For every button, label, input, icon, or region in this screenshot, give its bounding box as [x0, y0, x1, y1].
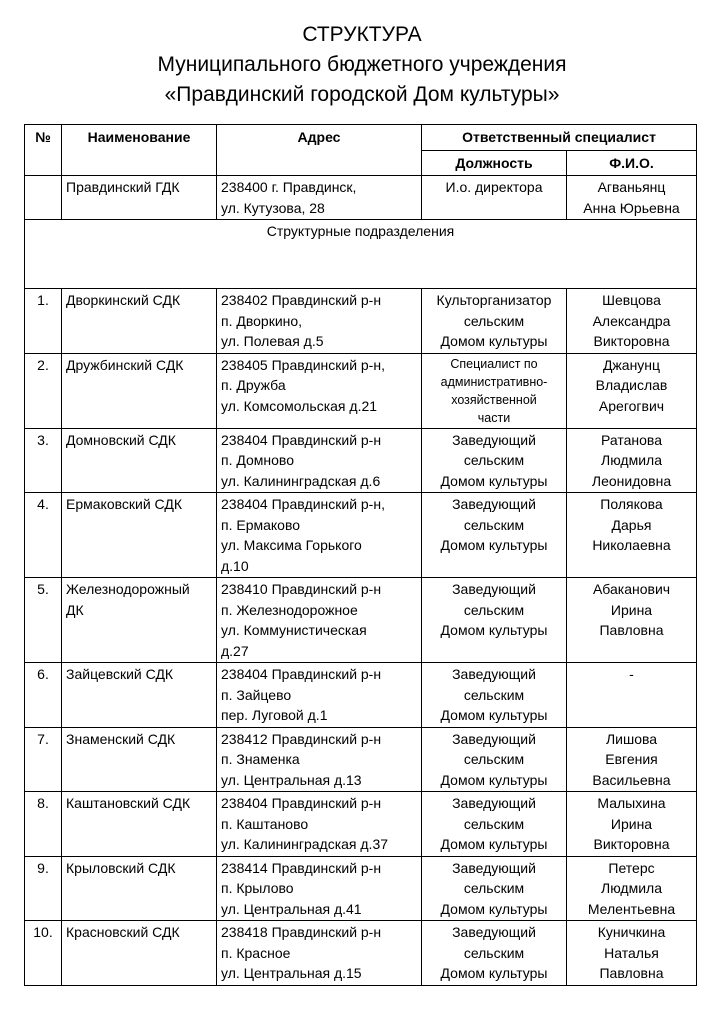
- row-address: [217, 578, 422, 663]
- row-fio: [567, 493, 697, 578]
- row-address-line: 238404 Правдинский р-н: [221, 666, 382, 682]
- row-address-line: п. Крылово: [221, 880, 294, 896]
- row-num: 4.: [25, 493, 62, 578]
- row-address: [217, 727, 422, 792]
- row-position-line: Заведующий: [452, 795, 536, 811]
- row-address-line: ул. Центральная д.15: [221, 965, 362, 981]
- row-fio-line: Николаевна: [592, 537, 671, 553]
- row-name: [62, 289, 217, 354]
- row-fio: [567, 727, 697, 792]
- row-position-line: Домом культуры: [440, 836, 548, 852]
- row-name: [62, 353, 217, 428]
- row-position-line: Заведующий: [452, 496, 536, 512]
- row-address-line: ул. Максима Горького: [221, 537, 362, 553]
- row-position-line: сельским: [463, 312, 525, 329]
- row-address-line: п. Железнодорожное: [221, 601, 358, 618]
- row-position-line: сельским: [463, 815, 525, 832]
- row-name-line: Крыловский СДК: [66, 859, 176, 876]
- row-position-line: Заведующий: [452, 666, 536, 682]
- row-position: [422, 856, 567, 921]
- row-fio-line: Дарья: [611, 516, 652, 533]
- header-fio: Ф.И.О.: [567, 150, 697, 176]
- row-num: 1.: [25, 289, 62, 354]
- row-name-line: Зайцевский СДК: [66, 666, 174, 682]
- row-name-line: Домновский СДК: [66, 431, 176, 448]
- table-row: [25, 493, 697, 578]
- row-address: [217, 792, 422, 857]
- row-num: 2.: [25, 353, 62, 428]
- row-address: [217, 289, 422, 354]
- row-address-line: п. Ермаково: [221, 516, 301, 533]
- row-position-line: сельским: [463, 452, 525, 468]
- row-fio: [567, 578, 697, 663]
- main-position-line: И.о. директора: [445, 179, 543, 195]
- row-position-line: административно-: [440, 374, 548, 389]
- row-fio-line: Джанунц: [602, 356, 661, 373]
- row-position-line: Заведующий: [452, 581, 536, 597]
- section-title: Структурные подразделения: [25, 220, 697, 289]
- row-fio: [567, 921, 697, 986]
- row-address-line: ул. Полевая д.5: [221, 333, 324, 349]
- row-position-line: сельским: [463, 516, 525, 533]
- row-name-line: Каштановский СДК: [66, 795, 191, 811]
- row-position-line: сельским: [463, 686, 525, 703]
- row-name: [62, 921, 217, 986]
- row-address-line: д.27: [221, 642, 249, 659]
- row-address-line: 238412 Правдинский р-н: [221, 730, 382, 747]
- table-row: [25, 428, 697, 493]
- header-responsible: Ответственный специалист: [422, 125, 697, 151]
- row-fio-line: -: [629, 666, 634, 682]
- main-name: Правдинский ГДК: [62, 176, 217, 220]
- row-num: 9.: [25, 856, 62, 921]
- main-address-line: 238400 г. Правдинск,: [221, 179, 357, 195]
- header-position: Должность: [422, 150, 567, 176]
- row-name: [62, 727, 217, 792]
- row-position-line: Домом культуры: [440, 472, 548, 489]
- row-position: [422, 792, 567, 857]
- row-address-line: ул. Коммунистическая: [221, 622, 367, 638]
- row-address-line: 238418 Правдинский р-н: [221, 924, 382, 940]
- section-row: [25, 220, 697, 289]
- row-fio-line: Шевцова: [602, 292, 661, 308]
- table-row: [25, 289, 697, 354]
- row-position-line: Заведующий: [452, 431, 536, 448]
- row-position-line: Домом культуры: [440, 965, 548, 981]
- title-line-1: СТРУКТУРА: [302, 23, 422, 46]
- row-name: [62, 493, 217, 578]
- row-fio-line: Куничкина: [597, 924, 666, 940]
- row-fio-line: Ирина: [610, 815, 653, 832]
- row-address-line: ул. Калининградская д.6: [221, 472, 381, 489]
- row-address-line: 238402 Правдинский р-н: [221, 292, 382, 308]
- row-fio-line: Евгения: [605, 751, 658, 767]
- row-position-line: хозяйственной: [451, 392, 537, 407]
- row-address-line: д.10: [221, 557, 249, 574]
- table-row: [25, 353, 697, 428]
- row-position: [422, 493, 567, 578]
- row-position-line: части: [477, 410, 511, 425]
- row-address: [217, 428, 422, 493]
- row-position-line: Домом культуры: [440, 537, 548, 553]
- row-address-line: 238404 Правдинский р-н: [221, 431, 382, 448]
- row-fio: [567, 856, 697, 921]
- row-position-line: Заведующий: [452, 730, 536, 747]
- main-address-line: ул. Кутузова, 28: [221, 199, 325, 216]
- row-fio: [567, 792, 697, 857]
- row-address-line: п. Дворкино,: [221, 312, 303, 329]
- table-row: [25, 792, 697, 857]
- row-address-line: 238410 Правдинский р-н: [221, 581, 382, 597]
- header-num: №: [25, 125, 62, 176]
- row-position-line: Домом культуры: [440, 622, 548, 638]
- row-name: [62, 428, 217, 493]
- main-num: [25, 176, 62, 220]
- document-title: [0, 20, 724, 110]
- row-fio-line: Васильевна: [592, 771, 671, 788]
- row-name-line: Дружбинский СДК: [66, 356, 184, 373]
- row-address-line: п. Дружба: [221, 377, 286, 393]
- row-position-line: Домом культуры: [440, 771, 548, 788]
- row-num: 8.: [25, 792, 62, 857]
- main-row: [25, 176, 697, 220]
- row-address-line: п. Красное: [221, 944, 291, 961]
- row-fio-line: Лишова: [605, 730, 658, 747]
- structure-table: [24, 124, 697, 986]
- row-fio-line: Владислав: [595, 377, 668, 393]
- row-num: 5.: [25, 578, 62, 663]
- row-fio-line: Павловна: [599, 622, 664, 638]
- row-name-line: Ермаковский СДК: [66, 496, 182, 512]
- row-name-line: Красновский СДК: [66, 924, 180, 940]
- main-fio: [567, 176, 697, 220]
- row-num: 3.: [25, 428, 62, 493]
- row-fio-line: Абаканович: [592, 581, 671, 597]
- title-line-2: Муниципального бюджетного учреждения: [157, 53, 567, 76]
- row-position: [422, 663, 567, 728]
- row-fio-line: Александра: [592, 312, 671, 329]
- row-name-line: Железнодорожный: [66, 581, 190, 597]
- row-fio-line: Полякова: [600, 496, 663, 512]
- row-address-line: 238414 Правдинский р-н: [221, 859, 382, 876]
- row-position-line: сельским: [463, 751, 525, 767]
- row-address: [217, 921, 422, 986]
- row-position: [422, 353, 567, 428]
- row-position: [422, 289, 567, 354]
- row-fio-line: Людмила: [601, 452, 662, 468]
- row-fio: [567, 663, 697, 728]
- row-fio-line: Людмила: [601, 880, 662, 896]
- row-name: [62, 856, 217, 921]
- row-position: [422, 727, 567, 792]
- row-position-line: сельским: [463, 601, 525, 618]
- row-num: 6.: [25, 663, 62, 728]
- row-position-line: Домом культуры: [440, 333, 548, 349]
- row-position: [422, 428, 567, 493]
- row-name: [62, 663, 217, 728]
- header-name: Наименование: [62, 125, 217, 176]
- row-fio-line: Ратанова: [601, 431, 662, 448]
- table-row: [25, 921, 697, 986]
- row-position-line: Культорганизатор: [436, 292, 552, 308]
- table-row: [25, 663, 697, 728]
- row-fio: [567, 289, 697, 354]
- row-name-line: Знаменский СДК: [66, 730, 176, 747]
- row-position-line: Заведующий: [452, 859, 536, 876]
- row-position: [422, 578, 567, 663]
- row-name: [62, 792, 217, 857]
- row-name: [62, 578, 217, 663]
- row-address-line: п. Знаменка: [221, 751, 300, 767]
- row-position-line: Заведующий: [452, 924, 536, 940]
- row-address-line: 238404 Правдинский р-н,: [221, 496, 385, 512]
- header-address: Адрес: [217, 125, 422, 176]
- row-fio-line: Викторовна: [593, 333, 670, 349]
- row-num: 10.: [25, 921, 62, 986]
- row-fio-line: Мелентьевна: [587, 900, 676, 917]
- row-fio-line: Павловна: [599, 965, 664, 981]
- row-address: [217, 856, 422, 921]
- row-position-line: сельским: [463, 944, 525, 961]
- title-line-3: «Правдинский городской Дом культуры»: [164, 83, 560, 106]
- row-position-line: сельским: [463, 880, 525, 896]
- row-address-line: ул. Центральная д.13: [221, 771, 362, 788]
- row-fio-line: Наталья: [604, 944, 659, 961]
- main-fio-line: Анна Юрьевна: [583, 199, 680, 216]
- row-position: [422, 921, 567, 986]
- row-fio-line: Арегогвич: [598, 397, 665, 414]
- row-address-line: ул. Комсомольская д.21: [221, 397, 378, 414]
- row-address-line: 238404 Правдинский р-н: [221, 795, 382, 811]
- row-address-line: п. Домново: [221, 452, 294, 468]
- main-address: [217, 176, 422, 220]
- row-name-line: ДК: [66, 601, 84, 618]
- table-row: [25, 727, 697, 792]
- row-fio-line: Викторовна: [593, 836, 670, 852]
- row-fio-line: Ирина: [610, 601, 653, 618]
- row-address-line: ул. Калининградская д.37: [221, 836, 389, 852]
- row-fio-line: Петерс: [608, 859, 655, 876]
- row-position-line: Домом культуры: [440, 900, 548, 917]
- row-fio: [567, 353, 697, 428]
- row-address: [217, 353, 422, 428]
- row-address-line: 238405 Правдинский р-н,: [221, 356, 385, 373]
- table-row: [25, 578, 697, 663]
- table-row: [25, 856, 697, 921]
- row-address-line: пер. Луговой д.1: [221, 707, 328, 723]
- main-position: [422, 176, 567, 220]
- row-position-line: Домом культуры: [440, 707, 548, 723]
- row-address: [217, 663, 422, 728]
- row-fio: [567, 428, 697, 493]
- row-position-line: Специалист по: [450, 356, 538, 371]
- header-row: [25, 125, 697, 151]
- row-address-line: п. Зайцево: [221, 686, 292, 703]
- row-name-line: Дворкинский СДК: [66, 292, 181, 308]
- row-fio-line: Малыхина: [597, 795, 666, 811]
- row-num: 7.: [25, 727, 62, 792]
- row-address-line: п. Каштаново: [221, 815, 309, 832]
- main-fio-line: Агваньянц: [597, 179, 666, 195]
- row-address-line: ул. Центральная д.41: [221, 900, 362, 917]
- row-fio-line: Леонидовна: [591, 472, 672, 489]
- row-address: [217, 493, 422, 578]
